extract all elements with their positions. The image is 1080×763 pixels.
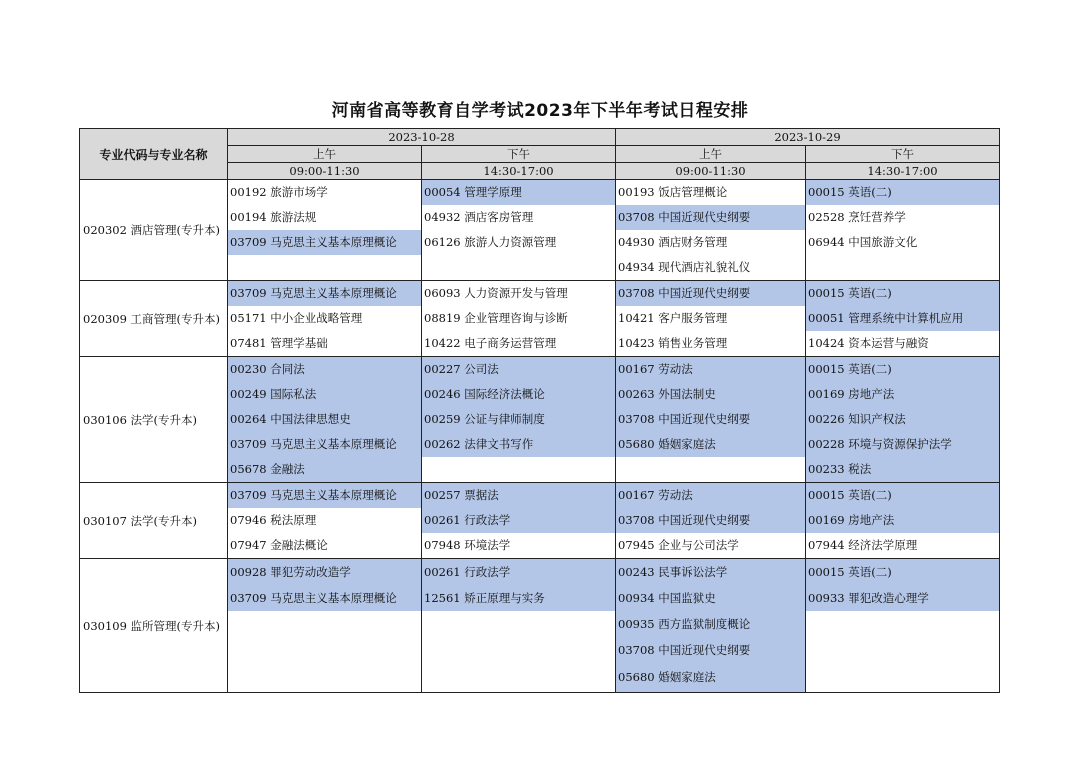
subject-item: 03709 马克思主义基本原理概论 bbox=[228, 483, 421, 508]
header-major: 专业代码与专业名称 bbox=[80, 129, 228, 180]
subject-item: 03709 马克思主义基本原理概论 bbox=[228, 432, 421, 457]
subject-item: 12561 矫正原理与实务 bbox=[422, 585, 615, 611]
subject-item: 05680 婚姻家庭法 bbox=[616, 663, 805, 692]
session-cell bbox=[422, 559, 616, 693]
subject-item: 07948 环境法学 bbox=[424, 538, 511, 552]
header-session-2: 下午 bbox=[422, 146, 616, 163]
subject-item: 03708 中国近现代史纲要 bbox=[616, 508, 805, 533]
subject-item: 03709 马克思主义基本原理概论 bbox=[228, 230, 421, 255]
subject-item: 00015 英语(二) bbox=[806, 180, 999, 205]
subject-item: 06944 中国旅游文化 bbox=[808, 235, 918, 249]
subject-item: 04932 酒店客房管理 bbox=[424, 210, 534, 224]
session-cell bbox=[806, 281, 1000, 357]
subject-item: 00246 国际经济法概论 bbox=[422, 382, 615, 407]
subject-item: 00193 饭店管理概论 bbox=[618, 185, 728, 199]
subject-item: 05680 婚姻家庭法 bbox=[616, 432, 805, 457]
major-name: 020302 酒店管理(专升本) bbox=[80, 180, 228, 281]
subject-item: 00264 中国法律思想史 bbox=[228, 407, 421, 432]
header-date-2: 2023-10-29 bbox=[616, 129, 1000, 146]
header-time-4: 14:30-17:00 bbox=[806, 163, 1000, 180]
page-title: 河南省高等教育自学考试2023年下半年考试日程安排 bbox=[331, 101, 749, 121]
session-cell bbox=[422, 180, 616, 281]
subject-item: 00243 民事诉讼法学 bbox=[616, 559, 805, 585]
subject-item: 10421 客户服务管理 bbox=[618, 311, 728, 325]
session-cell bbox=[228, 180, 422, 281]
subject-item: 03708 中国近现代史纲要 bbox=[616, 407, 805, 432]
subject-item: 00167 劳动法 bbox=[616, 357, 805, 382]
subject-item: 06126 旅游人力资源管理 bbox=[424, 235, 557, 249]
subject-item: 03709 马克思主义基本原理概论 bbox=[228, 585, 421, 611]
subject-item: 00249 国际私法 bbox=[228, 382, 421, 407]
session-cell bbox=[616, 281, 806, 357]
subject-item: 10423 销售业务管理 bbox=[618, 336, 728, 350]
subject-item: 07946 税法原理 bbox=[230, 513, 317, 527]
session-cell bbox=[806, 357, 1000, 483]
header-session-1: 上午 bbox=[228, 146, 422, 163]
session-cell bbox=[806, 483, 1000, 559]
subject-item: 00257 票据法 bbox=[422, 483, 615, 508]
subject-item: 03709 马克思主义基本原理概论 bbox=[228, 281, 421, 306]
session-cell bbox=[422, 357, 616, 483]
subject-item: 03708 中国近现代史纲要 bbox=[616, 205, 805, 230]
subject-item: 10422 电子商务运营管理 bbox=[424, 336, 557, 350]
subject-item: 04934 现代酒店礼貌礼仪 bbox=[618, 260, 751, 274]
subject-item: 00233 税法 bbox=[806, 457, 999, 482]
subject-item: 00261 行政法学 bbox=[422, 559, 615, 585]
subject-item: 00263 外国法制史 bbox=[616, 382, 805, 407]
header-time-3: 09:00-11:30 bbox=[616, 163, 806, 180]
header-time-2: 14:30-17:00 bbox=[422, 163, 616, 180]
subject-item: 00262 法律文书写作 bbox=[422, 432, 615, 457]
session-cell bbox=[228, 357, 422, 483]
header-date-1: 2023-10-28 bbox=[228, 129, 616, 146]
session-cell bbox=[228, 281, 422, 357]
session-cell bbox=[806, 180, 1000, 281]
subject-item: 06093 人力资源开发与管理 bbox=[424, 286, 568, 300]
subject-item: 08819 企业管理咨询与诊断 bbox=[424, 311, 568, 325]
subject-item: 07947 金融法概论 bbox=[230, 538, 328, 552]
major-name: 020309 工商管理(专升本) bbox=[80, 281, 228, 357]
subject-item: 10424 资本运营与融资 bbox=[808, 336, 929, 350]
subject-item: 00194 旅游法规 bbox=[230, 210, 317, 224]
session-cell bbox=[806, 559, 1000, 693]
subject-item: 00192 旅游市场学 bbox=[230, 185, 328, 199]
subject-item: 03708 中国近现代史纲要 bbox=[616, 281, 805, 306]
subject-item: 07481 管理学基础 bbox=[230, 336, 328, 350]
subject-item: 00933 罪犯改造心理学 bbox=[806, 585, 999, 611]
subject-item: 00169 房地产法 bbox=[806, 508, 999, 533]
subject-item: 00054 管理学原理 bbox=[422, 180, 615, 205]
exam-schedule-table bbox=[79, 128, 1000, 693]
session-cell bbox=[422, 483, 616, 559]
subject-item: 05678 金融法 bbox=[228, 457, 421, 482]
subject-item: 00934 中国监狱史 bbox=[616, 585, 805, 611]
subject-item: 00935 西方监狱制度概论 bbox=[616, 611, 805, 637]
header-session-3: 上午 bbox=[616, 146, 806, 163]
subject-item: 07944 经济法学原理 bbox=[808, 538, 918, 552]
subject-item: 00015 英语(二) bbox=[806, 357, 999, 382]
session-cell bbox=[228, 483, 422, 559]
major-name: 030106 法学(专升本) bbox=[80, 357, 228, 483]
subject-item: 00015 英语(二) bbox=[806, 483, 999, 508]
header-session-4: 下午 bbox=[806, 146, 1000, 163]
subject-item: 00230 合同法 bbox=[228, 357, 421, 382]
subject-item: 00228 环境与资源保护法学 bbox=[806, 432, 999, 457]
session-cell bbox=[422, 281, 616, 357]
subject-item: 00051 管理系统中计算机应用 bbox=[806, 306, 999, 331]
subject-item: 00015 英语(二) bbox=[806, 559, 999, 585]
subject-item: 00167 劳动法 bbox=[616, 483, 805, 508]
header-time-1: 09:00-11:30 bbox=[228, 163, 422, 180]
major-name: 030107 法学(专升本) bbox=[80, 483, 228, 559]
subject-item: 05171 中小企业战略管理 bbox=[230, 311, 363, 325]
session-cell bbox=[616, 559, 806, 693]
subject-item: 07945 企业与公司法学 bbox=[618, 538, 739, 552]
subject-item: 00169 房地产法 bbox=[806, 382, 999, 407]
subject-item: 00227 公司法 bbox=[422, 357, 615, 382]
subject-item: 03708 中国近现代史纲要 bbox=[616, 637, 805, 663]
subject-item: 00928 罪犯劳动改造学 bbox=[228, 559, 421, 585]
subject-item: 00015 英语(二) bbox=[806, 281, 999, 306]
subject-item: 04930 酒店财务管理 bbox=[618, 235, 728, 249]
major-name: 030109 监所管理(专升本) bbox=[80, 559, 228, 693]
session-cell bbox=[616, 357, 806, 483]
session-cell bbox=[616, 483, 806, 559]
session-cell bbox=[228, 559, 422, 693]
session-cell bbox=[616, 180, 806, 281]
subject-item: 00261 行政法学 bbox=[422, 508, 615, 533]
subject-item: 00259 公证与律师制度 bbox=[422, 407, 615, 432]
subject-item: 02528 烹饪营养学 bbox=[808, 210, 906, 224]
subject-item: 00226 知识产权法 bbox=[806, 407, 999, 432]
